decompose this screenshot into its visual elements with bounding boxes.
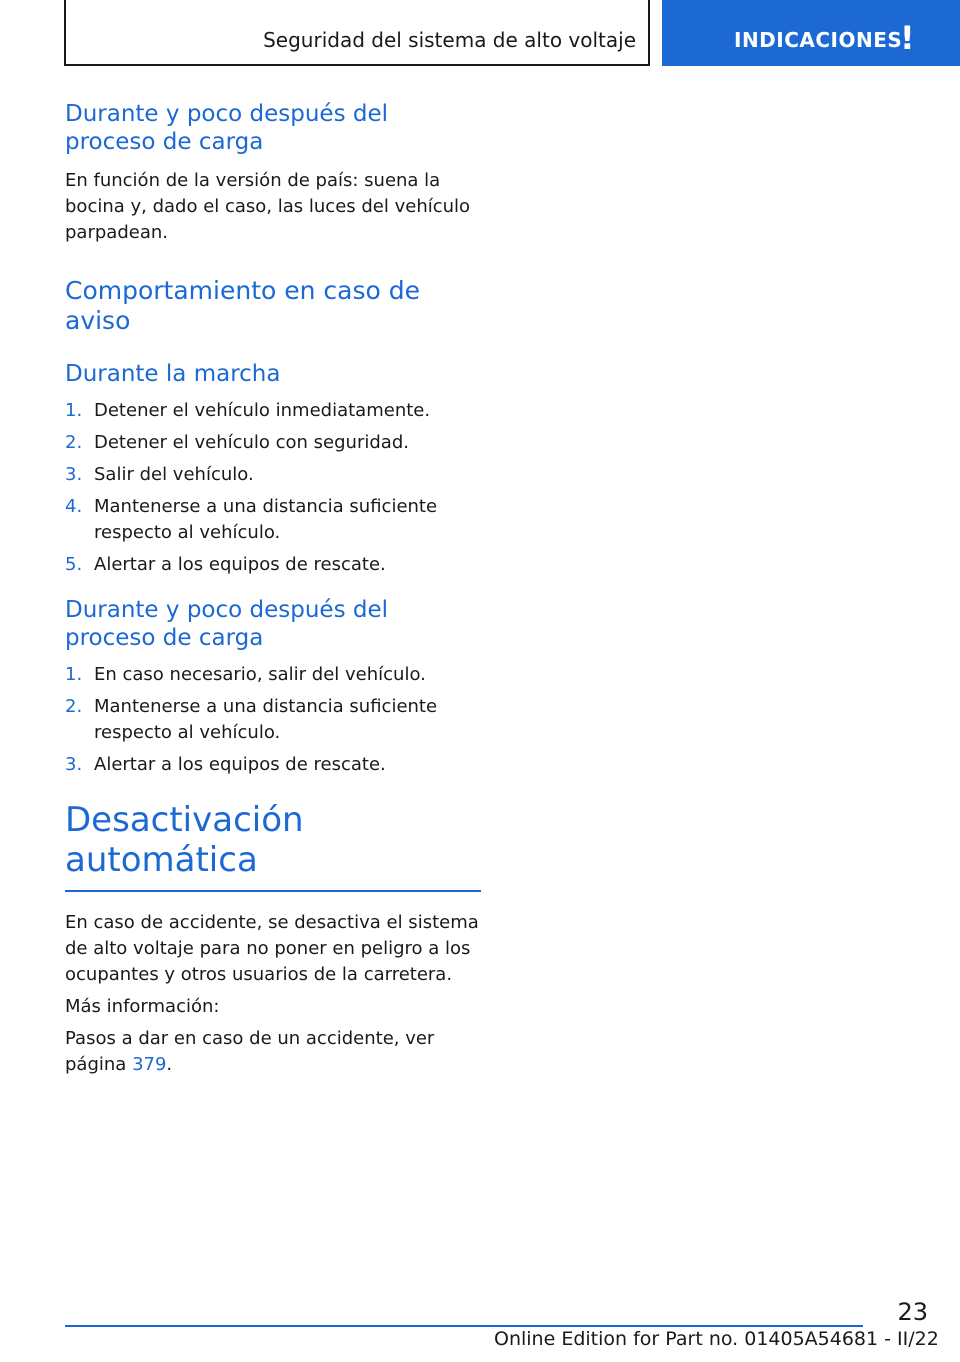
list-item: 1. Detener el vehículo inmediatamente. bbox=[65, 400, 431, 421]
header-title-box bbox=[64, 0, 650, 66]
header-section-tab bbox=[662, 0, 960, 66]
auto-deactivation-text: En caso de accidente, se desactiva el sistema de alto voltaje para no poner en peligro a los ocupantes y otros usuarios de la carretera. bbox=[65, 912, 479, 985]
charging-steps-list bbox=[65, 662, 481, 778]
section-heading-auto-deactivation: Desactivación automática bbox=[65, 800, 304, 880]
list-item: 1. En caso necesario, salir del vehículo. bbox=[65, 664, 426, 685]
section-heading-warning-behavior: Comportamiento en caso de aviso bbox=[65, 276, 420, 335]
section-heading-charging-2: Durante y poco después del proceso de carga bbox=[65, 597, 389, 651]
more-info-label: Más información: bbox=[65, 996, 220, 1017]
exclamation-icon: ! bbox=[900, 19, 915, 57]
driving-steps-list bbox=[65, 398, 481, 578]
page-number: 23 bbox=[897, 1298, 928, 1326]
list-item: 4. Mantenerse a una distancia suficiente respecto al vehículo. bbox=[65, 496, 438, 543]
accident-reference: Pasos a dar en caso de un accidente, ver página 379. bbox=[65, 1028, 435, 1075]
section-heading-charging: Durante y poco después del proceso de carga bbox=[65, 101, 389, 155]
footer-edition: Online Edition for Part no. 01405A54681 - II/22 bbox=[494, 1328, 939, 1350]
footer-rule bbox=[65, 1325, 863, 1327]
charging-text: En función de la versión de país: suena la bocina y, dado el caso, las luces del vehículo parpadean. bbox=[65, 170, 471, 243]
list-item: 3. Alertar a los equipos de rescate. bbox=[65, 754, 386, 775]
header-section-label: INDICACIONES bbox=[734, 28, 903, 52]
header-title: Seguridad del sistema de alto voltaje bbox=[263, 28, 636, 52]
list-item: 2. Mantenerse a una distancia suficiente respecto al vehículo. bbox=[65, 696, 438, 743]
main-content bbox=[65, 100, 481, 1078]
heading-rule bbox=[65, 890, 481, 892]
list-item: 5. Alertar a los equipos de rescate. bbox=[65, 554, 386, 575]
page-link[interactable]: 379 bbox=[132, 1054, 167, 1075]
section-heading-driving: Durante la marcha bbox=[65, 361, 281, 387]
list-item: 2. Detener el vehículo con seguridad. bbox=[65, 432, 409, 453]
list-item: 3. Salir del vehículo. bbox=[65, 464, 254, 485]
